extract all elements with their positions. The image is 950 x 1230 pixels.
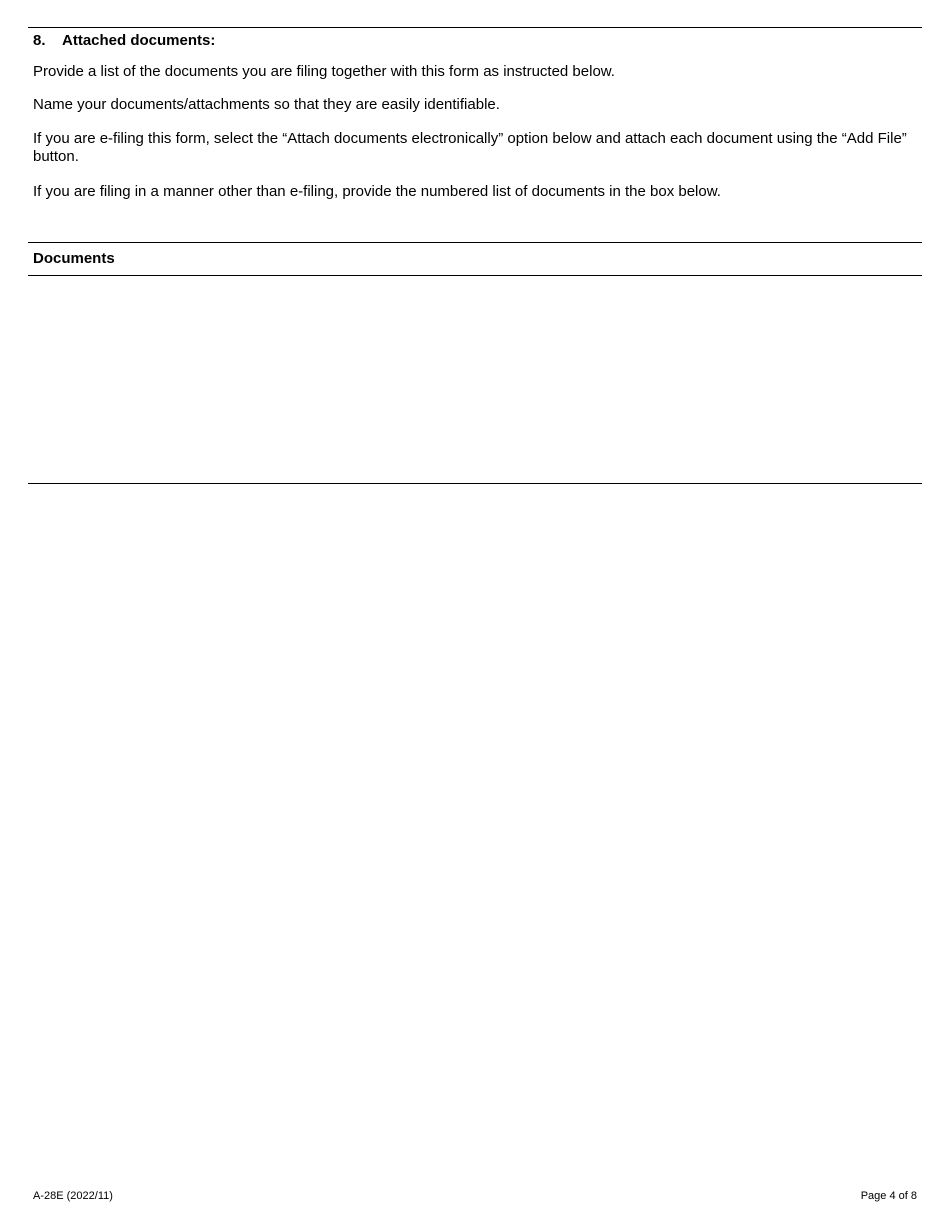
documents-field[interactable]	[28, 276, 922, 483]
section-heading	[33, 32, 215, 50]
section-number: 8.	[33, 32, 46, 49]
page-number: Page 4 of 8	[860, 1190, 917, 1202]
section-title: Attached documents:	[62, 32, 216, 49]
instruction-other-filing: If you are filing in a manner other than e-filing, provide the numbered list of documents in the box below.	[33, 183, 721, 200]
instruction-e-filing: If you are e-filing this form, select the “Attach documents electronically” option below and attach each document using the “Add File” button.	[33, 130, 907, 165]
instruction-list-documents: Provide a list of the documents you are filing together with this form as instructed below.	[33, 63, 615, 80]
top-divider	[28, 27, 922, 28]
form-identifier: A-28E (2022/11)	[33, 1190, 113, 1202]
documents-bottom-divider	[28, 483, 922, 484]
documents-label: Documents	[33, 250, 115, 267]
instruction-name-documents: Name your documents/attachments so that they are easily identifiable.	[33, 96, 500, 113]
documents-top-divider	[28, 242, 922, 243]
